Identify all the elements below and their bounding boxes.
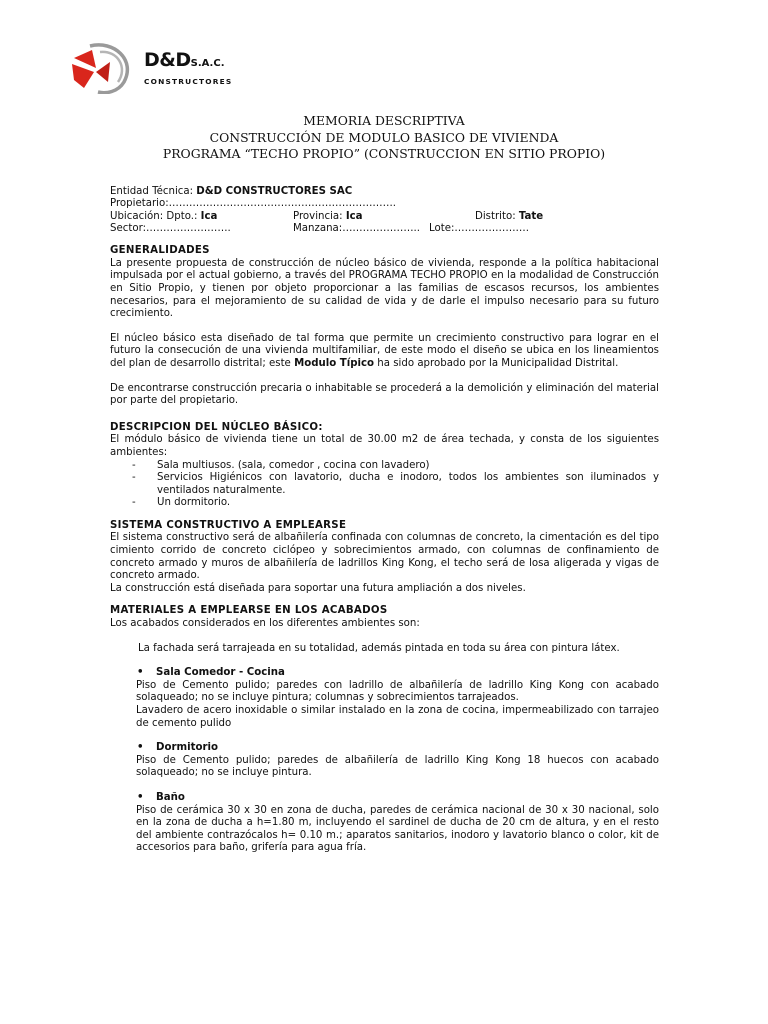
list-item: - Servicios Higiénicos con lavatorio, ducha e inodoro, todos los ambientes son iluminados y ventilados naturalmente. <box>132 472 659 496</box>
provincia-label: Provincia: <box>293 210 346 222</box>
generalidades-p3: De encontrarse construcción precaria o inhabitable se procederá a la demolición y eliminación del material por parte del propietario. <box>110 382 659 407</box>
bullet-icon: • <box>137 791 144 803</box>
info-ubicacion <box>110 211 659 223</box>
modulo-tipico: Modulo Típico <box>294 357 375 369</box>
entidad-value: D&D CONSTRUCTORES SAC <box>196 186 353 197</box>
title-programa: PROGRAMA “TECHO PROPIO” (CONSTRUCCION EN SITIO PROPIO) <box>162 146 606 161</box>
generalidades-p1: La presente propuesta de construcción de núcleo básico de vivienda, responde a la política habitacional impulsada por el actual gobierno, a través del PROGRAMA TECHO PROPIO en la modalidad de Construcción en Sitio Propio, y tienen por objeto proporcionar a las familias de escasos recursos, los ambientes necesarios, para el mejoramiento de su calidad de vida y de darle el impulso necesario para su futuro crecimiento. <box>110 257 659 320</box>
info-entidad <box>110 186 659 198</box>
brand-constructores: CONSTRUCTORES <box>144 77 233 86</box>
dormitorio-p1: Piso de Cemento pulido; paredes de albañilería de ladrillo King Kong 18 huecos con acabado solaqueado; no se incluye pintura. <box>136 754 659 779</box>
title-construccion: CONSTRUCCIÓN DE MODULO BASICO DE VIVIENDA <box>209 129 559 145</box>
list-item: - Sala multiusos. (sala, comedor , cocina con lavadero) <box>132 459 430 471</box>
bullet-dormitorio: • Dormitorio <box>137 742 218 754</box>
sala-p2: Lavadero de acero inoxidable o similar instalado en la zona de cocina, impermeabilizado con tarrajeo de cemento pulido <box>136 705 659 729</box>
logo-mark-icon <box>70 42 132 94</box>
company-logo <box>70 42 240 94</box>
info-propietario <box>110 198 659 210</box>
title-memoria: MEMORIA DESCRIPTIVA <box>303 113 465 128</box>
lote-field: Lote:…………………. <box>429 222 529 234</box>
brand-name <box>144 49 233 86</box>
materiales-p1: Los acabados considerados en los diferentes ambientes son: <box>110 618 420 630</box>
entidad-label: Entidad Técnica: <box>110 186 197 197</box>
ubicacion-label: Ubicación: Dpto.: <box>110 210 201 222</box>
distrito-value: Tate <box>518 210 544 222</box>
heading-generalidades: GENERALIDADES <box>110 245 210 257</box>
sector-field: Sector:……………………. <box>110 222 231 234</box>
info-sector <box>110 223 659 235</box>
dash-marker: - <box>132 472 136 484</box>
dash-marker: - <box>132 459 136 471</box>
document-titles <box>0 113 768 163</box>
nucleo-p1: El módulo básico de vivienda tiene un total de 30.00 m2 de área techada, y consta de los siguientes ambientes: <box>110 434 659 458</box>
brand-sac: S.A.C. <box>190 58 225 69</box>
sala-p1: Piso de Cemento pulido; paredes con ladrillo de albañilería de ladrillo King Kong con acabado solaqueado; no se incluye pintura; columnas y sobrecimientos tarrajeados. <box>136 679 659 704</box>
fachada-text: La fachada será tarrajeada en su totalidad, además pintada en toda su área con pintura látex. <box>138 642 620 654</box>
list-item: - Un dormitorio. <box>132 497 231 509</box>
brand-dd: D&D <box>144 49 191 71</box>
nucleo-list <box>110 460 659 510</box>
ubicacion-value: Ica <box>200 210 218 222</box>
document-body <box>110 186 659 855</box>
heading-materiales: MATERIALES A EMPLEARSE EN LOS ACABADOS <box>110 605 388 617</box>
bullet-bano: • Baño <box>137 791 185 803</box>
propietario-field: Propietario:…………………………………………………………. <box>110 198 397 210</box>
manzana-field: Manzana:………………….. <box>293 222 421 234</box>
distrito-label: Distrito: <box>475 210 519 222</box>
bullet-icon: • <box>137 742 144 754</box>
bullet-sala-comedor: • Sala Comedor - Cocina <box>137 667 285 679</box>
sistema-p2: La construcción está diseñada para soportar una futura ampliación a dos niveles. <box>110 582 526 594</box>
heading-nucleo: DESCRIPCION DEL NÚCLEO BÁSICO: <box>110 421 323 433</box>
generalidades-p2: El núcleo básico esta diseñado de tal forma que permite un crecimiento constructivo para lograr en el futuro la consecución de una vivienda multifamiliar, de este modo el diseño se ubica en los lineamientos del plan de desarrollo distrital; este Modulo Típico ha sido aprobado por la Municipalidad Distrital. <box>110 332 659 369</box>
provincia-value: Ica <box>345 210 363 222</box>
bano-p1: Piso de cerámica 30 x 30 en zona de ducha, paredes de cerámica nacional de 30 x 30 nacional, solo en la zona de ducha a h=1.80 m, incluyendo el sardinel de ducha de 20 cm de altura, y en el resto del ambiente contrazócalos h= 0.10 m.; aparatos sanitarios, inodoro y lavatorio blanco o color, kit de accesorios para baño, grifería para agua fría. <box>136 804 659 854</box>
heading-sistema: SISTEMA CONSTRUCTIVO A EMPLEARSE <box>110 519 347 531</box>
sistema-p1: El sistema constructivo será de albañilería confinada con columnas de concreto, la cimentación es del tipo cimiento corrido de concreto ciclópeo y sobrecimientos armado, con columnas de confinamiento de concreto armado y muros de albañilería de ladrillos King Kong, el techo será de losa aligerada y vigas de concreto armado. <box>110 532 659 582</box>
bullet-icon: • <box>137 667 144 679</box>
dash-marker: - <box>132 497 136 509</box>
